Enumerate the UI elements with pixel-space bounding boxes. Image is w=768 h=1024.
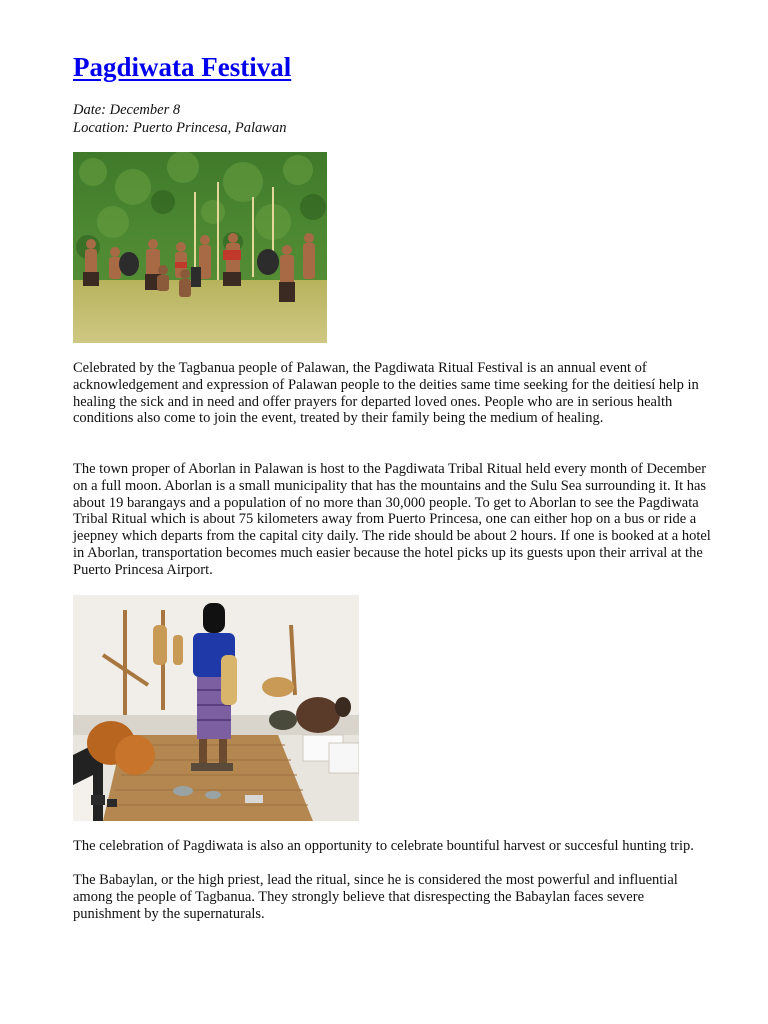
intro-paragraph: Celebrated by the Tagbanua people of Palawan, the Pagdiwata Ritual Festival is an annual event of acknowledgement and expression of Palawan people to the deities same time seeking for the deitiesí help in healing the sick and in need and offer prayers for departed loved ones. People who are in serious health conditions also come to join the event, treated by their family being the medium of healing. bbox=[73, 360, 699, 427]
harvest-paragraph: The celebration of Pagdiwata is also an opportunity to celebrate bountiful harvest or succesful hunting trip. bbox=[73, 838, 694, 854]
page-title[interactable]: Pagdiwata Festival bbox=[73, 52, 292, 82]
ritual-artifacts-photo bbox=[73, 595, 359, 821]
event-location: Location: Puerto Princesa, Palawan bbox=[73, 120, 287, 136]
festival-performers-photo bbox=[73, 152, 327, 343]
event-meta bbox=[73, 101, 286, 137]
aborlan-paragraph: The town proper of Aborlan in Palawan is host to the Pagdiwata Tribal Ritual held every month of December on a full moon. Aborlan is a small municipality that has the mountains and the Sulu Sea surrounding it. It has about 19 barangays and a population of no more than 30,000 people. To get to Aborlan to see the Pagdiwata Tribal Ritual which is about 75 kilometers away from Puerto Princesa, one can either hop on a bus or ride a jeepney which departs from the capital city daily. The ride should be about 2 hours. If one is booked at a hotel in Aborlan, transportation becomes much easier because the hotel picks up its guests upon their arrival at the Puerto Princesa Airport. bbox=[73, 461, 711, 578]
event-date: Date: December 8 bbox=[73, 102, 181, 118]
babaylan-paragraph: The Babaylan, or the high priest, lead the ritual, since he is considered the most powerful and influential among the people of Tagbanua. They strongly believe that disrespecting the Babaylan faces severe punishment by the supernaturals. bbox=[73, 872, 678, 922]
